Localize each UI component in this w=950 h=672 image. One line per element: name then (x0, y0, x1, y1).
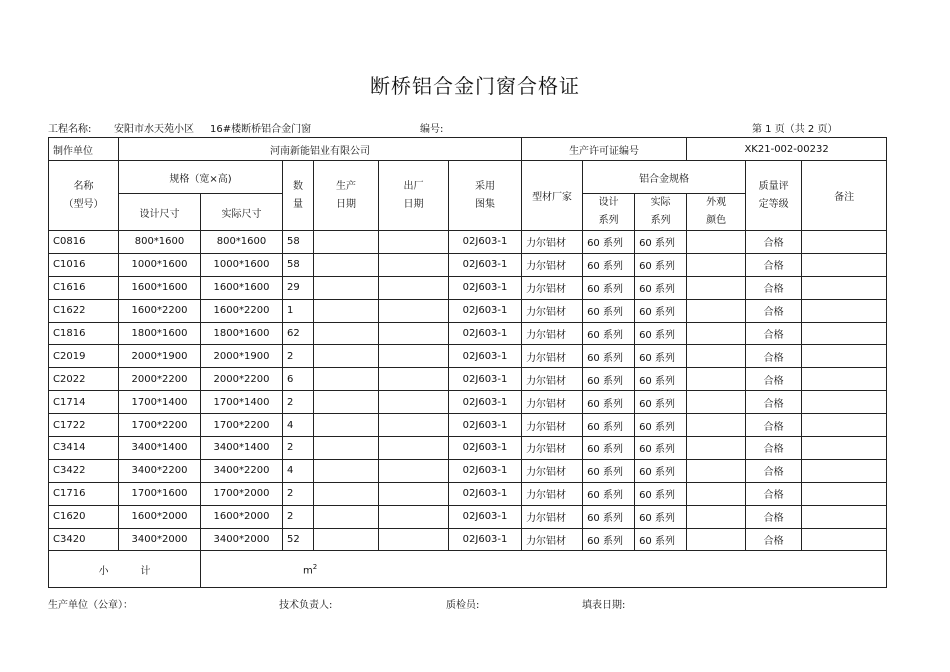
spec-header: 规格（宽×高) (119, 161, 283, 194)
remark-cell (802, 253, 887, 276)
model-cell: C0816 (49, 231, 119, 254)
look-cell (687, 253, 746, 276)
aseries-header-line-2: 系列 (650, 215, 671, 226)
actual-series-cell: 60 系列 (635, 528, 687, 551)
project-name: 安阳市水天苑小区 (114, 124, 194, 135)
actual-series-cell: 60 系列 (635, 391, 687, 414)
out-date-cell (379, 459, 449, 482)
atlas-cell: 02J603-1 (449, 414, 522, 437)
qty-cell: 2 (283, 437, 314, 460)
design-series-cell: 60 系列 (583, 414, 635, 437)
prod-date-cell (314, 437, 379, 460)
design-series-cell: 60 系列 (583, 391, 635, 414)
atlas-cell: 02J603-1 (449, 368, 522, 391)
dseries-header-line-2: 系列 (598, 215, 619, 226)
actual-size-cell: 3400*2000 (201, 528, 283, 551)
actual-size-cell: 3400*1400 (201, 437, 283, 460)
header-row (49, 138, 887, 161)
certificate-table (48, 137, 887, 588)
profile-maker-cell: 力尔铝材 (522, 414, 583, 437)
grade-cell: 合格 (746, 437, 802, 460)
table-row (49, 276, 887, 299)
table-row (49, 345, 887, 368)
table-row (49, 299, 887, 322)
design-series-cell: 60 系列 (583, 322, 635, 345)
prod-date-cell (314, 482, 379, 505)
design-size-cell: 3400*1400 (119, 437, 201, 460)
qty-cell: 29 (283, 276, 314, 299)
name-header (49, 161, 119, 231)
look-header-line-1: 外观 (706, 197, 727, 208)
design-series-cell: 60 系列 (583, 482, 635, 505)
name-header-line-1: 名称 (73, 180, 94, 192)
table-row (49, 368, 887, 391)
atlas-cell: 02J603-1 (449, 345, 522, 368)
design-size-cell: 3400*2000 (119, 528, 201, 551)
design-size-cell: 1800*1600 (119, 322, 201, 345)
out-date-cell (379, 299, 449, 322)
grade-cell: 合格 (746, 276, 802, 299)
model-cell: C1816 (49, 322, 119, 345)
license-value: XK21-002-00232 (687, 138, 887, 161)
qty-cell: 2 (283, 482, 314, 505)
out-header-line-1: 出厂 (403, 180, 424, 192)
footer-date-label: 填表日期: (582, 600, 626, 611)
remark-cell (802, 414, 887, 437)
atlas-cell: 02J603-1 (449, 253, 522, 276)
actual-series-cell: 60 系列 (635, 437, 687, 460)
grade-header-line-2: 定等级 (758, 198, 789, 210)
prod-date-cell (314, 528, 379, 551)
maker-label: 制作单位 (49, 138, 119, 161)
design-series-cell: 60 系列 (583, 231, 635, 254)
grade-header-line-1: 质量评 (758, 180, 789, 192)
atlas-cell: 02J603-1 (449, 437, 522, 460)
actual-series-cell: 60 系列 (635, 459, 687, 482)
remark-cell (802, 276, 887, 299)
design-series-cell: 60 系列 (583, 345, 635, 368)
prod-date-cell (314, 231, 379, 254)
profile-maker-cell: 力尔铝材 (522, 528, 583, 551)
look-cell (687, 482, 746, 505)
look-cell (687, 505, 746, 528)
grade-cell: 合格 (746, 459, 802, 482)
maker-value: 河南新能铝业有限公司 (119, 138, 522, 161)
out-date-cell (379, 253, 449, 276)
actual-size-cell: 1600*2000 (201, 505, 283, 528)
design-series-cell: 60 系列 (583, 253, 635, 276)
design-series-cell: 60 系列 (583, 437, 635, 460)
qty-header-line-2: 量 (293, 198, 303, 210)
design-size-cell: 2000*1900 (119, 345, 201, 368)
grade-cell: 合格 (746, 299, 802, 322)
qty-header-line-1: 数 (293, 180, 303, 192)
grade-cell: 合格 (746, 368, 802, 391)
actual-series-cell: 60 系列 (635, 414, 687, 437)
out-date-cell (379, 231, 449, 254)
data-rows (49, 231, 887, 551)
page-title: 断桥铝合金门窗合格证 (370, 74, 580, 98)
dseries-header-line-1: 设计 (598, 197, 619, 208)
actual-series-cell: 60 系列 (635, 276, 687, 299)
subtotal-unit-sup: 2 (312, 562, 318, 571)
prod-header-line-2: 日期 (336, 198, 356, 210)
actual-series-cell: 60 系列 (635, 253, 687, 276)
out-date-cell (379, 482, 449, 505)
design-series-cell: 60 系列 (583, 505, 635, 528)
actual-size-cell: 1800*1600 (201, 322, 283, 345)
actual-size-cell: 800*1600 (201, 231, 283, 254)
out-date-cell (379, 276, 449, 299)
project-label: 工程名称: (48, 124, 92, 135)
design-size-cell: 1600*2000 (119, 505, 201, 528)
design-size-cell: 1600*2200 (119, 299, 201, 322)
model-cell: C1714 (49, 391, 119, 414)
remark-cell (802, 345, 887, 368)
footer-tech-label: 技术负责人: (279, 600, 333, 611)
prod-date-cell (314, 459, 379, 482)
look-cell (687, 231, 746, 254)
prod-date-cell (314, 276, 379, 299)
out-date-cell (379, 368, 449, 391)
model-cell: C1622 (49, 299, 119, 322)
prod-date-cell (314, 391, 379, 414)
design-size-header: 设计尺寸 (119, 194, 201, 231)
actual-series-cell: 60 系列 (635, 505, 687, 528)
prod-header-line-1: 生产 (336, 180, 356, 192)
atlas-cell: 02J603-1 (449, 299, 522, 322)
design-size-cell: 1600*1600 (119, 276, 201, 299)
actual-series-cell: 60 系列 (635, 231, 687, 254)
profile-maker-cell: 力尔铝材 (522, 322, 583, 345)
table-row (49, 253, 887, 276)
prod-date-header (314, 161, 379, 231)
number-label: 编号: (420, 124, 444, 135)
out-date-cell (379, 391, 449, 414)
out-date-header (379, 161, 449, 231)
table-row (49, 391, 887, 414)
design-series-cell: 60 系列 (583, 459, 635, 482)
look-cell (687, 276, 746, 299)
table-row (49, 505, 887, 528)
actual-size-cell: 1600*2200 (201, 299, 283, 322)
grade-cell: 合格 (746, 345, 802, 368)
remark-cell (802, 299, 887, 322)
atlas-cell: 02J603-1 (449, 528, 522, 551)
prod-date-cell (314, 414, 379, 437)
table-row (49, 322, 887, 345)
qty-cell: 2 (283, 345, 314, 368)
prod-date-cell (314, 345, 379, 368)
profile-maker-cell: 力尔铝材 (522, 253, 583, 276)
grade-cell: 合格 (746, 505, 802, 528)
design-series-cell: 60 系列 (583, 368, 635, 391)
actual-series-cell: 60 系列 (635, 368, 687, 391)
grade-cell: 合格 (746, 231, 802, 254)
model-cell: C1016 (49, 253, 119, 276)
look-cell (687, 368, 746, 391)
subtotal-unit: m (303, 565, 313, 577)
actual-size-cell: 2000*2200 (201, 368, 283, 391)
atlas-cell: 02J603-1 (449, 505, 522, 528)
atlas-cell: 02J603-1 (449, 482, 522, 505)
grade-cell: 合格 (746, 391, 802, 414)
design-size-cell: 1700*2200 (119, 414, 201, 437)
design-series-header (583, 194, 635, 231)
model-cell: C3414 (49, 437, 119, 460)
actual-series-header (635, 194, 687, 231)
design-size-cell: 1700*1400 (119, 391, 201, 414)
subtotal-row (49, 551, 887, 588)
actual-series-cell: 60 系列 (635, 345, 687, 368)
remark-cell (802, 368, 887, 391)
prod-date-cell (314, 368, 379, 391)
out-header-line-2: 日期 (403, 198, 424, 210)
grade-cell: 合格 (746, 322, 802, 345)
building-name: 16#楼断桥铝合金门窗 (210, 124, 312, 135)
design-size-cell: 3400*2200 (119, 459, 201, 482)
look-header-line-2: 颜色 (706, 215, 727, 226)
grade-cell: 合格 (746, 253, 802, 276)
prod-date-cell (314, 505, 379, 528)
look-cell (687, 528, 746, 551)
out-date-cell (379, 505, 449, 528)
model-cell: C1616 (49, 276, 119, 299)
qty-cell: 58 (283, 231, 314, 254)
remark-cell (802, 459, 887, 482)
license-label: 生产许可证编号 (522, 138, 687, 161)
atlas-cell: 02J603-1 (449, 231, 522, 254)
actual-size-cell: 1600*1600 (201, 276, 283, 299)
atlas-cell: 02J603-1 (449, 459, 522, 482)
profile-maker-cell: 力尔铝材 (522, 459, 583, 482)
design-series-cell: 60 系列 (583, 276, 635, 299)
model-cell: C3420 (49, 528, 119, 551)
atlas-header (449, 161, 522, 231)
atlas-cell: 02J603-1 (449, 276, 522, 299)
footer-unit-label: 生产单位（公章）： (48, 600, 133, 611)
out-date-cell (379, 528, 449, 551)
out-date-cell (379, 414, 449, 437)
design-series-cell: 60 系列 (583, 299, 635, 322)
name-header-line-2: （型号） (63, 198, 104, 210)
out-date-cell (379, 345, 449, 368)
table-row (49, 528, 887, 551)
out-date-cell (379, 437, 449, 460)
actual-series-cell: 60 系列 (635, 322, 687, 345)
look-cell (687, 391, 746, 414)
qty-cell: 6 (283, 368, 314, 391)
look-cell (687, 414, 746, 437)
model-cell: C1620 (49, 505, 119, 528)
look-cell (687, 437, 746, 460)
actual-size-cell: 1700*2200 (201, 414, 283, 437)
atlas-cell: 02J603-1 (449, 322, 522, 345)
profile-maker-cell: 力尔铝材 (522, 345, 583, 368)
model-cell: C3422 (49, 459, 119, 482)
model-cell: C1716 (49, 482, 119, 505)
profile-maker-cell: 力尔铝材 (522, 276, 583, 299)
actual-series-cell: 60 系列 (635, 299, 687, 322)
remark-cell (802, 482, 887, 505)
remark-cell (802, 322, 887, 345)
atlas-header-line-1: 采用 (475, 180, 496, 192)
qty-cell: 4 (283, 414, 314, 437)
actual-size-cell: 2000*1900 (201, 345, 283, 368)
out-date-cell (379, 322, 449, 345)
model-cell: C2019 (49, 345, 119, 368)
atlas-header-line-2: 图集 (475, 198, 496, 210)
column-header-row-1 (49, 161, 887, 194)
remark-cell (802, 231, 887, 254)
remark-header: 备注 (802, 161, 887, 231)
design-size-cell: 800*1600 (119, 231, 201, 254)
look-header (687, 194, 746, 231)
qty-cell: 62 (283, 322, 314, 345)
subtotal-label: 小 计 (49, 551, 201, 588)
remark-cell (802, 528, 887, 551)
atlas-cell: 02J603-1 (449, 391, 522, 414)
table-row (49, 231, 887, 254)
profile-maker-cell: 力尔铝材 (522, 368, 583, 391)
remark-cell (802, 505, 887, 528)
actual-series-cell: 60 系列 (635, 482, 687, 505)
qty-cell: 58 (283, 253, 314, 276)
profile-maker-cell: 力尔铝材 (522, 482, 583, 505)
design-size-cell: 2000*2200 (119, 368, 201, 391)
table-row (49, 414, 887, 437)
qty-header (283, 161, 314, 231)
profile-maker-cell: 力尔铝材 (522, 437, 583, 460)
profile-maker-cell: 力尔铝材 (522, 299, 583, 322)
prod-date-cell (314, 299, 379, 322)
qty-cell: 1 (283, 299, 314, 322)
actual-size-cell: 1700*2000 (201, 482, 283, 505)
table-row (49, 459, 887, 482)
grade-cell: 合格 (746, 414, 802, 437)
grade-cell: 合格 (746, 482, 802, 505)
remark-cell (802, 391, 887, 414)
qty-cell: 2 (283, 505, 314, 528)
profile-maker-cell: 力尔铝材 (522, 391, 583, 414)
profile-maker-cell: 力尔铝材 (522, 505, 583, 528)
look-cell (687, 345, 746, 368)
aseries-header-line-1: 实际 (650, 197, 671, 208)
prod-date-cell (314, 253, 379, 276)
subtotal-value (201, 551, 887, 588)
look-cell (687, 322, 746, 345)
actual-size-cell: 3400*2200 (201, 459, 283, 482)
actual-size-cell: 1700*1400 (201, 391, 283, 414)
actual-size-cell: 1000*1600 (201, 253, 283, 276)
model-cell: C1722 (49, 414, 119, 437)
profile-maker-header: 型材厂家 (522, 161, 583, 231)
page-indicator: 第 1 页（共 2 页） (752, 124, 838, 135)
table-row (49, 482, 887, 505)
grade-cell: 合格 (746, 528, 802, 551)
grade-header (746, 161, 802, 231)
design-series-cell: 60 系列 (583, 528, 635, 551)
qty-cell: 2 (283, 391, 314, 414)
table-row (49, 437, 887, 460)
qty-cell: 4 (283, 459, 314, 482)
profile-maker-cell: 力尔铝材 (522, 231, 583, 254)
remark-cell (802, 437, 887, 460)
qty-cell: 52 (283, 528, 314, 551)
design-size-cell: 1000*1600 (119, 253, 201, 276)
actual-size-header: 实际尺寸 (201, 194, 283, 231)
look-cell (687, 459, 746, 482)
design-size-cell: 1700*1600 (119, 482, 201, 505)
prod-date-cell (314, 322, 379, 345)
model-cell: C2022 (49, 368, 119, 391)
alloy-spec-header: 铝合金规格 (583, 161, 746, 194)
footer-qc-label: 质检员: (446, 600, 480, 611)
look-cell (687, 299, 746, 322)
